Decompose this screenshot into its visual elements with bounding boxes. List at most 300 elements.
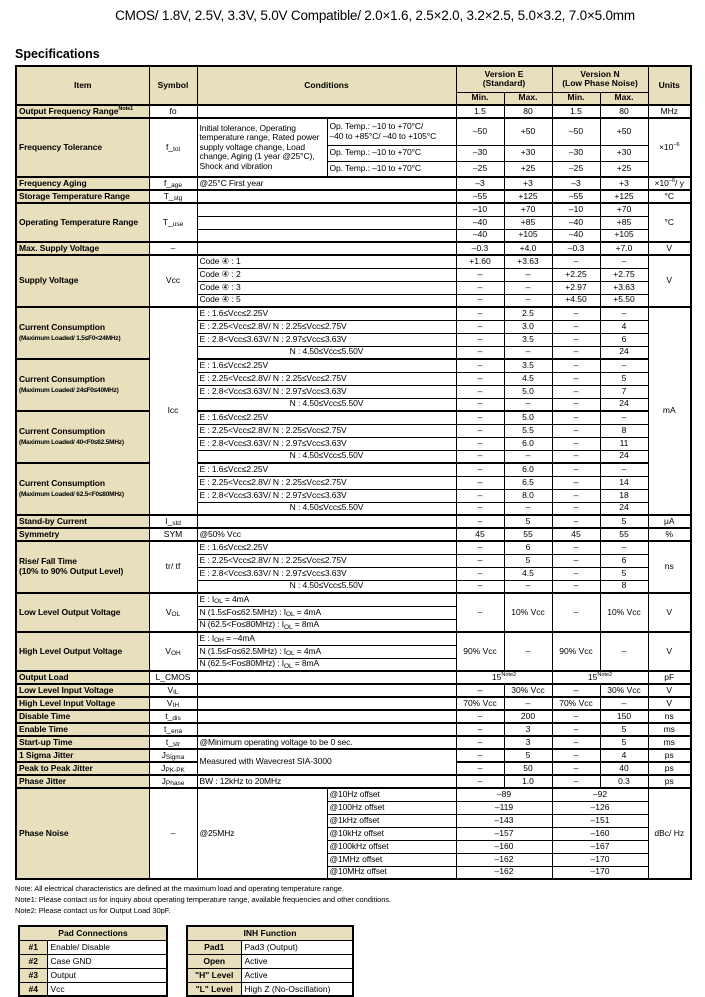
value-cell: – (600, 255, 648, 268)
item-cell: 1 Sigma Jitter (16, 749, 149, 762)
symbol-cell: – (149, 788, 197, 879)
value-cell: – (456, 333, 504, 346)
condition-cell: @25MHz (197, 788, 327, 879)
value-cell: – (552, 398, 600, 411)
value-cell: –50 (552, 118, 600, 145)
value-cell: +50 (504, 118, 552, 145)
value-cell: +2.25 (552, 268, 600, 281)
item-cell: Rise/ Fall Time (10% to 90% Output Level) (16, 541, 149, 593)
value-cell: – (504, 268, 552, 281)
condition-cell: BW : 12kHz to 20MHz (197, 775, 456, 788)
value-cell: – (456, 385, 504, 398)
value-cell: – (552, 749, 600, 762)
mini-table-row (187, 954, 353, 968)
spec-row (16, 775, 691, 788)
value-cell: +30 (504, 145, 552, 161)
value-cell: – (456, 294, 504, 307)
value-cell: +125 (600, 190, 648, 203)
header-cell: Max. (504, 92, 552, 105)
mini-label-cell: #3 (19, 968, 47, 982)
value-cell: 5 (600, 736, 648, 749)
condition-cell: @100Hz offset (327, 801, 456, 814)
condition-cell: Measured with Wavecrest SIA-3000 (197, 749, 456, 775)
unit-cell: $\times 10^{-6}/$ y (648, 177, 691, 190)
value-cell: +25 (504, 161, 552, 177)
value-cell: 5 (504, 554, 552, 567)
value-cell: – (552, 255, 600, 268)
value-cell: – (552, 502, 600, 515)
value-cell: – (552, 476, 600, 489)
value-cell: 3.5 (504, 359, 552, 372)
condition-cell: E : 2.25<Vcc≤2.8V/ N : 2.25≤Vcc≤2.75V (197, 476, 456, 489)
value-cell: –162 (456, 866, 552, 879)
value-cell: – (456, 359, 504, 372)
value-cell: – (552, 463, 600, 476)
spec-row (16, 203, 691, 216)
value-cell: 10% Vcc (600, 593, 648, 632)
item-cell: Peak to Peak Jitter (16, 762, 149, 775)
value-cell: 7 (600, 385, 648, 398)
symbol-cell: L_CMOS (149, 671, 197, 684)
value-cell: +3.63 (504, 255, 552, 268)
condition-cell (197, 203, 456, 216)
value-cell: – (456, 398, 504, 411)
unit-cell: V (648, 593, 691, 632)
value-cell: –40 (552, 216, 600, 229)
value-cell: – (552, 450, 600, 463)
value-cell: 11 (600, 437, 648, 450)
value-cell: 1.0 (504, 775, 552, 788)
value-cell: 10% Vcc (504, 593, 552, 632)
condition-cell: E : 2.25<Vcc≤2.8V/ N : 2.25≤Vcc≤2.75V (197, 424, 456, 437)
value-cell: –40 (552, 229, 600, 242)
value-cell: 5.0 (504, 411, 552, 424)
header-cell: Conditions (197, 66, 456, 105)
value-cell: 8 (600, 424, 648, 437)
value-cell: – (600, 359, 648, 372)
condition-cell (197, 242, 456, 255)
symbol-cell: $J_{Sigma}$ (149, 749, 197, 762)
spec-row (16, 671, 691, 684)
condition-cell: E : 1.6≤Vcc≤2.25V (197, 307, 456, 320)
item-cell: Current Consumption (Maximum Loaded/ 62.5<F0≤80MHz) (16, 463, 149, 515)
condition-cell: @50% Vcc (197, 528, 456, 541)
value-cell: – (456, 424, 504, 437)
value-cell: – (456, 372, 504, 385)
notes (15, 884, 695, 915)
mini-value-cell: Enable/ Disable (47, 940, 167, 954)
condition-cell (197, 723, 456, 736)
condition-cell: E : $I_{OL} = 4mA$ (197, 593, 456, 606)
value-cell: – (456, 736, 504, 749)
condition-cell: E : 2.25<Vcc≤2.8V/ N : 2.25≤Vcc≤2.75V (197, 372, 456, 385)
condition-cell: @10kHz offset (327, 827, 456, 840)
value-cell: 200 (504, 710, 552, 723)
value-cell: 90% Vcc (456, 632, 504, 671)
value-cell: –160 (552, 827, 648, 840)
item-cell: Frequency Tolerance (16, 118, 149, 177)
item-cell: Enable Time (16, 723, 149, 736)
value-cell: – (600, 411, 648, 424)
condition-cell: N (62.5<Fo≤80MHz) : $I_{OL} = 8mA$ (197, 619, 456, 632)
spec-row (16, 66, 691, 92)
value-cell: – (456, 320, 504, 333)
value-cell: – (456, 489, 504, 502)
symbol-cell: $V_{IH}$ (149, 697, 197, 710)
value-cell: +3 (504, 177, 552, 190)
value-cell: –40 (456, 216, 504, 229)
unit-cell: ps (648, 749, 691, 762)
value-cell: +1.60 (456, 255, 504, 268)
value-cell: –30 (552, 145, 600, 161)
condition-cell: Op. Temp.: –10 to +70°C/ –40 to +85°C/ –40 to +105°C (327, 118, 456, 145)
mini-label-cell: #4 (19, 982, 47, 996)
value-cell: 1.5 (552, 105, 600, 118)
value-cell: – (504, 580, 552, 593)
value-cell: 6.0 (504, 463, 552, 476)
value-cell: 24 (600, 502, 648, 515)
value-cell: 5 (504, 749, 552, 762)
value-cell: – (552, 593, 600, 632)
spec-row (16, 190, 691, 203)
condition-cell: N : 4.50≤Vcc≤5.50V (197, 580, 456, 593)
value-cell: – (504, 450, 552, 463)
value-cell: 6.5 (504, 476, 552, 489)
item-cell: Operating Temperature Range (16, 203, 149, 242)
item-cell: Current Consumption (Maximum Loaded/ 1.5≤F0<24MHz) (16, 307, 149, 359)
symbol-cell: $V_{IL}$ (149, 684, 197, 697)
value-cell: 150 (600, 710, 648, 723)
condition-cell: @25°C First year (197, 177, 456, 190)
value-cell: – (552, 736, 600, 749)
value-cell: – (600, 307, 648, 320)
spec-row (16, 632, 691, 645)
value-cell: +5.50 (600, 294, 648, 307)
mini-value-cell: Active (241, 954, 353, 968)
value-cell: 55 (600, 528, 648, 541)
value-cell: 1.5 (456, 105, 504, 118)
value-cell: –0.3 (456, 242, 504, 255)
value-cell: – (552, 307, 600, 320)
unit-cell: pF (648, 671, 691, 684)
header-cell: Version N (Low Phase Noise) (552, 66, 648, 92)
value-cell: – (504, 502, 552, 515)
value-cell: –40 (456, 229, 504, 242)
value-cell: 24 (600, 398, 648, 411)
unit-cell: °C (648, 190, 691, 203)
condition-cell: E : 2.8<Vcc≤3.63V/ N : 2.97≤Vcc≤3.63V (197, 489, 456, 502)
spec-row (16, 710, 691, 723)
spec-row (16, 177, 691, 190)
page-title: CMOS/ 1.8V, 2.5V, 3.3V, 5.0V Compatible/ 2.0×1.6, 2.5×2.0, 3.2×2.5, 5.0×3.2, 7.0×5.0mm (115, 8, 635, 23)
spec-row (16, 242, 691, 255)
value-cell: – (456, 723, 504, 736)
condition-cell: E : 2.8<Vcc≤3.63V/ N : 2.97≤Vcc≤3.63V (197, 333, 456, 346)
value-cell: –160 (456, 840, 552, 853)
value-cell: 5.5 (504, 424, 552, 437)
value-cell: – (504, 697, 552, 710)
value-cell: – (552, 541, 600, 554)
value-cell: –3 (552, 177, 600, 190)
condition-cell: @10Hz offset (327, 788, 456, 801)
condition-cell: Code ④ : 1 (197, 255, 456, 268)
header-cell: Max. (600, 92, 648, 105)
value-cell: – (552, 710, 600, 723)
condition-cell: N : 4.50≤Vcc≤5.50V (197, 346, 456, 359)
value-cell: – (552, 437, 600, 450)
symbol-cell: Vcc (149, 255, 197, 307)
value-cell: – (456, 541, 504, 554)
spec-row (16, 359, 691, 372)
condition-cell: E : 1.6≤Vcc≤2.25V (197, 463, 456, 476)
value-cell: –10 (456, 203, 504, 216)
value-cell: –92 (552, 788, 648, 801)
value-cell: – (552, 762, 600, 775)
value-cell: –0.3 (552, 242, 600, 255)
value-cell: –55 (456, 190, 504, 203)
item-cell: Symmetry (16, 528, 149, 541)
value-cell: 70% Vcc (456, 697, 504, 710)
item-cell: Low Level Output Voltage (16, 593, 149, 632)
mini-value-cell: Pad3 (Output) (241, 940, 353, 954)
value-cell: –25 (552, 161, 600, 177)
value-cell: +2.75 (600, 268, 648, 281)
header-cell: Item (16, 66, 149, 105)
item-cell: Frequency Aging (16, 177, 149, 190)
mini-value-cell: Case GND (47, 954, 167, 968)
item-cell: Supply Voltage (16, 255, 149, 307)
header-cell: Min. (552, 92, 600, 105)
value-cell: –143 (456, 814, 552, 827)
condition-cell (197, 515, 456, 528)
value-cell: – (456, 476, 504, 489)
item-cell: Low Level Input Voltage (16, 684, 149, 697)
value-cell: 80 (600, 105, 648, 118)
value-cell: – (600, 697, 648, 710)
value-cell: –170 (552, 866, 648, 879)
value-cell: 30% Vcc (504, 684, 552, 697)
value-cell: – (552, 489, 600, 502)
item-cell: High Level Input Voltage (16, 697, 149, 710)
value-cell: +25 (600, 161, 648, 177)
condition-cell (197, 710, 456, 723)
symbol-cell: $I\__{std}$ (149, 515, 197, 528)
mini-label-cell: "L" Level (187, 982, 241, 996)
symbol-cell: $t\__{ena}$ (149, 723, 197, 736)
value-cell: +4.0 (504, 242, 552, 255)
condition-cell: E : 2.8<Vcc≤3.63V/ N : 2.97≤Vcc≤3.63V (197, 567, 456, 580)
value-cell: 5 (600, 372, 648, 385)
value-cell: 8.0 (504, 489, 552, 502)
note-line: Note: All electrical characteristics are defined at the maximum load and operating temperature range. (15, 884, 344, 893)
bottom-tables (18, 925, 695, 997)
value-cell: 3 (504, 723, 552, 736)
symbol-cell: $T\__{stg}$ (149, 190, 197, 203)
value-cell: – (456, 307, 504, 320)
unit-cell: V (648, 632, 691, 671)
symbol-cell: tr/ tf (149, 541, 197, 593)
specifications-table (15, 65, 692, 880)
symbol-cell: $T\__{use}$ (149, 203, 197, 242)
condition-cell: N (62.5<Fo≤80MHz) : $I_{OL} = 8mA$ (197, 658, 456, 671)
value-cell: 55 (504, 528, 552, 541)
value-cell: 24 (600, 450, 648, 463)
value-cell: – (600, 541, 648, 554)
value-cell: 50 (504, 762, 552, 775)
condition-cell: N : 4.50≤Vcc≤5.50V (197, 450, 456, 463)
value-cell: 4 (600, 749, 648, 762)
mini-value-cell: Vcc (47, 982, 167, 996)
unit-cell: V (648, 684, 691, 697)
value-cell: – (552, 580, 600, 593)
condition-cell (197, 671, 456, 684)
item-cell: Output Frequency Range$^{Note1}$ (16, 105, 149, 118)
spec-row (16, 515, 691, 528)
symbol-cell: $t\__{str}$ (149, 736, 197, 749)
value-cell: – (552, 385, 600, 398)
value-cell: 40 (600, 762, 648, 775)
value-cell: +3 (600, 177, 648, 190)
condition-cell: N : 4.50≤Vcc≤5.50V (197, 502, 456, 515)
value-cell: +3.63 (600, 281, 648, 294)
value-cell: 90% Vcc (552, 632, 600, 671)
symbol-cell: $f\__{tol}$ (149, 118, 197, 177)
spec-row (16, 736, 691, 749)
value-cell: – (456, 567, 504, 580)
condition-cell: @100kHz offset (327, 840, 456, 853)
spec-row (16, 255, 691, 268)
spec-row (16, 593, 691, 606)
item-cell: Disable Time (16, 710, 149, 723)
symbol-cell: $t\__{dis}$ (149, 710, 197, 723)
unit-cell: mA (648, 307, 691, 515)
value-cell: – (552, 424, 600, 437)
value-cell: 5.0 (504, 385, 552, 398)
value-cell: 6.0 (504, 437, 552, 450)
condition-cell: E : 2.8<Vcc≤3.63V/ N : 2.97≤Vcc≤3.63V (197, 437, 456, 450)
value-cell: – (456, 710, 504, 723)
value-cell: +85 (600, 216, 648, 229)
value-cell: – (456, 281, 504, 294)
unit-cell: μA (648, 515, 691, 528)
header-cell: Min. (456, 92, 504, 105)
value-cell: – (456, 515, 504, 528)
mini-label-cell: Pad1 (187, 940, 241, 954)
unit-cell: ns (648, 541, 691, 593)
value-cell: –25 (456, 161, 504, 177)
value-cell: 18 (600, 489, 648, 502)
item-cell: Storage Temperature Range (16, 190, 149, 203)
mini-table-title: Pad Connections (19, 926, 167, 940)
mini-table-row (19, 982, 167, 996)
condition-cell (197, 216, 456, 229)
value-cell: 70% Vcc (552, 697, 600, 710)
item-cell: Current Consumption (Maximum Loaded/ 40<F0≤62.5MHz) (16, 411, 149, 463)
mini-value-cell: High Z (No-Oscillation) (241, 982, 353, 996)
specifications-heading: Specifications (15, 47, 100, 61)
value-cell: –30 (456, 145, 504, 161)
value-cell: +30 (600, 145, 648, 161)
value-cell: 4.5 (504, 372, 552, 385)
unit-cell: ms (648, 736, 691, 749)
value-cell: – (552, 554, 600, 567)
pad-connections-table (18, 925, 168, 997)
mini-label-cell: #1 (19, 940, 47, 954)
condition-cell: Op. Temp.: –10 to +70°C (327, 145, 456, 161)
value-cell: 6 (504, 541, 552, 554)
symbol-cell: $V_{OL}$ (149, 593, 197, 632)
value-cell: 6 (600, 333, 648, 346)
value-cell: – (552, 359, 600, 372)
note-line: Note1: Please contact us for inquiry about operating temperature range, available frequencies and other conditions. (15, 895, 392, 904)
value-cell: –167 (552, 840, 648, 853)
item-cell: Stand-by Current (16, 515, 149, 528)
mini-table-row (19, 926, 167, 940)
condition-cell: E : 1.6≤Vcc≤2.25V (197, 359, 456, 372)
value-cell: – (552, 723, 600, 736)
value-cell: – (456, 749, 504, 762)
unit-cell: MHz (648, 105, 691, 118)
value-cell: 5 (600, 515, 648, 528)
spec-row (16, 411, 691, 424)
condition-cell: Op. Temp.: –10 to +70°C (327, 161, 456, 177)
value-cell: 3 (504, 736, 552, 749)
value-cell: +105 (600, 229, 648, 242)
value-cell: –10 (552, 203, 600, 216)
spec-row (16, 723, 691, 736)
value-cell: +50 (600, 118, 648, 145)
condition-cell (197, 229, 456, 242)
symbol-cell: SYM (149, 528, 197, 541)
value-cell: $15^{Note2}$ (552, 671, 648, 684)
value-cell: 5 (600, 567, 648, 580)
spec-row (16, 788, 691, 801)
value-cell: – (552, 775, 600, 788)
mini-table-row (187, 926, 353, 940)
value-cell: – (456, 502, 504, 515)
value-cell: 8 (600, 580, 648, 593)
unit-cell: % (648, 528, 691, 541)
condition-cell (197, 684, 456, 697)
condition-cell: Code ④ : 5 (197, 294, 456, 307)
value-cell: – (456, 346, 504, 359)
note-line: Note2: Please contact us for Output Load 30pF. (15, 906, 171, 915)
value-cell: – (456, 762, 504, 775)
condition-cell: @10MHz offset (327, 866, 456, 879)
value-cell: –126 (552, 801, 648, 814)
value-cell: –3 (456, 177, 504, 190)
value-cell: 4 (600, 320, 648, 333)
value-cell: – (552, 346, 600, 359)
value-cell: – (456, 684, 504, 697)
value-cell: 3.0 (504, 320, 552, 333)
item-cell: Start-up Time (16, 736, 149, 749)
condition-cell: N (1.5≤Fo≤62.5MHz) : $I_{OL} = 4mA$ (197, 606, 456, 619)
value-cell: –119 (456, 801, 552, 814)
value-cell: –162 (456, 853, 552, 866)
condition-cell: Code ④ : 2 (197, 268, 456, 281)
condition-cell (197, 190, 456, 203)
unit-cell: ns (648, 710, 691, 723)
unit-cell: ms (648, 723, 691, 736)
spec-row (16, 105, 691, 118)
mini-label-cell: "H" Level (187, 968, 241, 982)
item-cell: Max. Supply Voltage (16, 242, 149, 255)
value-cell: $15^{Note2}$ (456, 671, 552, 684)
value-cell: +125 (504, 190, 552, 203)
unit-cell: ps (648, 775, 691, 788)
value-cell: – (456, 593, 504, 632)
